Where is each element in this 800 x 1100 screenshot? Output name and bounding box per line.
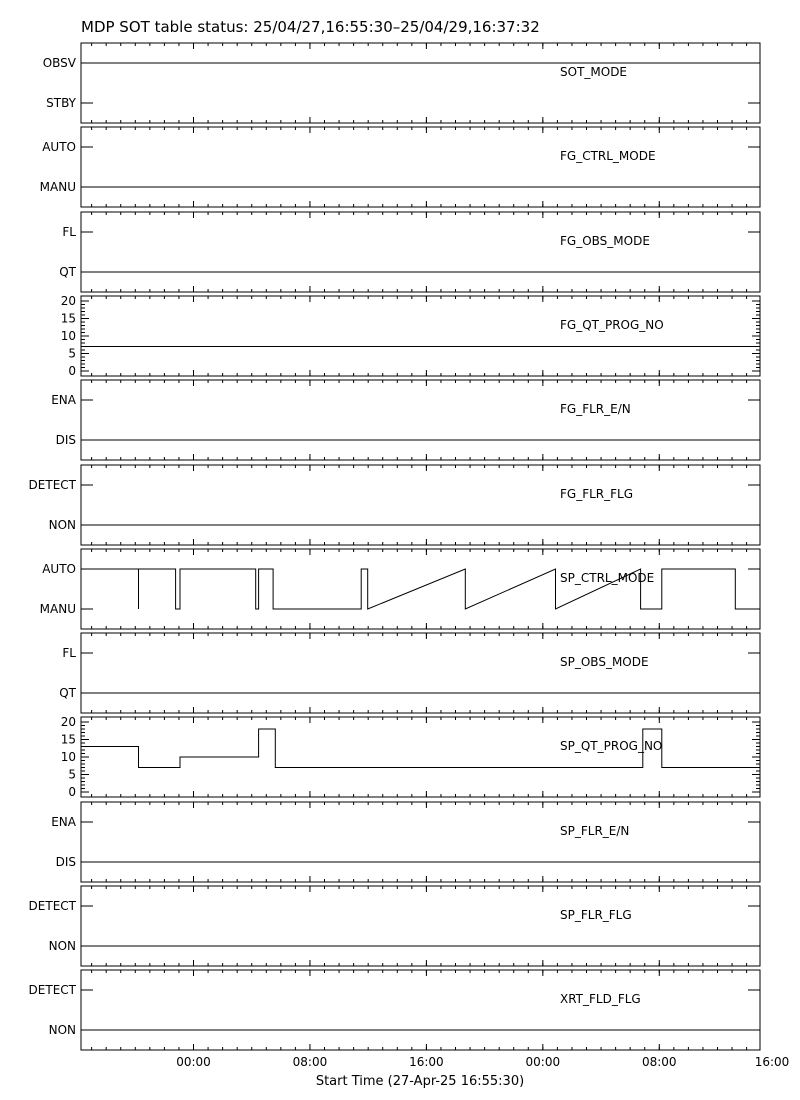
y-tick-label: 15 [60, 732, 76, 747]
y-tick-label: 0 [68, 364, 76, 378]
y-state-label: QT [59, 265, 76, 279]
y-state-label: DETECT [28, 983, 76, 997]
y-state-label: QT [59, 686, 76, 700]
panel-frame [81, 380, 760, 460]
panel-frame [81, 886, 760, 966]
panel [43, 43, 760, 123]
y-state-label: DIS [55, 433, 76, 447]
y-state-label: DETECT [28, 899, 76, 913]
panel-frame [81, 549, 760, 629]
panel [40, 127, 760, 207]
panel-label: SP_CTRL_MODE [560, 571, 655, 585]
panel [51, 802, 760, 882]
panel-frame [81, 43, 760, 123]
panel [59, 633, 760, 713]
panel-frame [81, 212, 760, 292]
y-tick-label: 20 [60, 294, 76, 308]
y-state-label: MANU [39, 602, 76, 616]
x-axis-label: Start Time (27-Apr-25 16:55:30) [315, 1074, 525, 1089]
panel-frame [81, 296, 760, 376]
panel-label: SP_QT_PROG_NO [560, 739, 663, 753]
panel-frame [81, 970, 760, 1050]
panel-label: FG_QT_PROG_NO [560, 318, 664, 332]
panel-frame [81, 465, 760, 545]
y-state-label: DIS [55, 855, 76, 869]
y-state-label: NON [48, 1023, 76, 1037]
panel-label: SP_OBS_MODE [560, 655, 649, 669]
y-state-label: FL [62, 646, 76, 660]
x-axis [176, 1055, 789, 1069]
y-state-label: MANU [39, 180, 76, 194]
panel-label: FG_FLR_E/N [560, 402, 631, 416]
y-tick-label: 20 [60, 715, 76, 729]
panel [51, 380, 760, 460]
x-tick-label: 08:00 [292, 1055, 328, 1069]
panels [29, 43, 760, 1050]
y-tick-label: 0 [68, 785, 76, 799]
x-tick-label: 16:00 [754, 1055, 790, 1069]
panel-label: FG_FLR_FLG [560, 487, 634, 501]
panel [29, 465, 760, 545]
panel-frame [81, 633, 760, 713]
panel-label: SP_FLR_E/N [560, 824, 630, 838]
panel-label: SOT_MODE [560, 65, 628, 79]
panel-label: SP_FLR_FLG [560, 908, 632, 922]
y-state-label: ENA [51, 815, 76, 829]
x-tick-label: 08:00 [641, 1055, 677, 1069]
y-state-label: STBY [46, 96, 76, 110]
y-state-label: FL [62, 225, 76, 239]
y-state-label: NON [48, 518, 76, 532]
x-tick-label: 16:00 [409, 1055, 444, 1069]
series-line [81, 569, 760, 609]
panel-label: FG_CTRL_MODE [560, 149, 656, 163]
panel-label: XRT_FLD_FLG [560, 992, 641, 1006]
y-state-label: AUTO [42, 562, 76, 576]
panel [59, 212, 760, 292]
x-tick-label: 00:00 [525, 1055, 561, 1069]
y-state-label: DETECT [28, 478, 76, 492]
panel-frame [81, 802, 760, 882]
y-state-label: NON [48, 939, 76, 953]
panel-frame [81, 127, 760, 207]
panel [61, 715, 760, 799]
y-tick-label: 15 [60, 311, 76, 326]
y-tick-label: 10 [60, 750, 76, 764]
panel [61, 294, 760, 378]
panel [40, 549, 760, 629]
y-state-label: ENA [51, 393, 76, 407]
y-state-label: AUTO [42, 140, 76, 154]
y-tick-label: 5 [68, 767, 76, 782]
y-tick-label: 10 [60, 329, 76, 343]
y-tick-label: 5 [68, 346, 76, 361]
x-tick-label: 00:00 [176, 1055, 211, 1069]
panel [29, 886, 760, 966]
panel [29, 970, 760, 1050]
panel-label: FG_OBS_MODE [560, 234, 650, 248]
y-state-label: OBSV [42, 56, 76, 70]
chart-title: MDP SOT table status: 25/04/27,16:55:30–25/04/29,16:37:32 [81, 18, 540, 36]
